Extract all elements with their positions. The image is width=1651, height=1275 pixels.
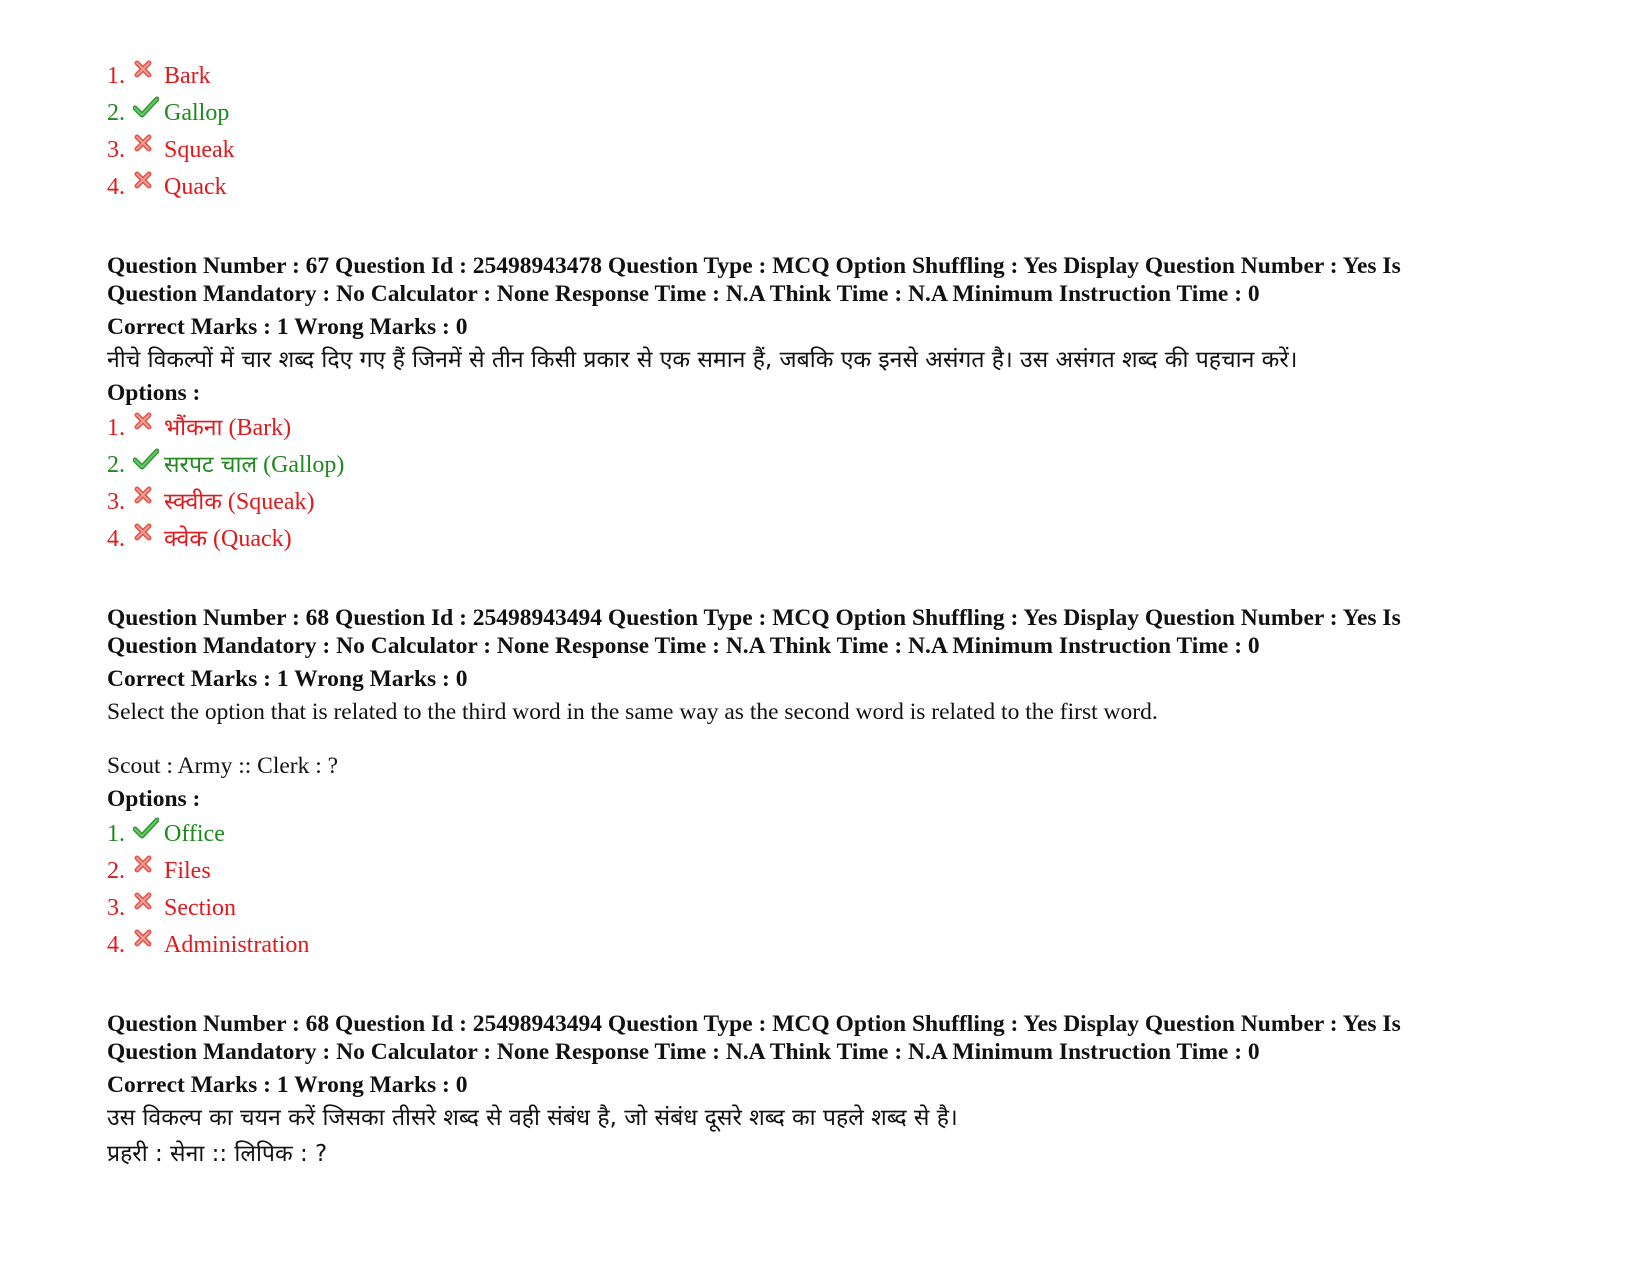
cross-icon bbox=[133, 854, 164, 878]
question-header-line: Question Number : 68 Question Id : 25498943494 Question Type : MCQ Option Shuffling : Yes Display Question Number : Yes Is bbox=[107, 605, 1401, 631]
analogy-text: Scout : Army :: Clerk : ? bbox=[107, 753, 339, 779]
question-header-line: Question Number : 67 Question Id : 25498943478 Question Type : MCQ Option Shuffling : Yes Display Question Number : Yes Is bbox=[107, 253, 1401, 279]
cross-icon bbox=[133, 928, 164, 952]
check-icon bbox=[133, 96, 164, 120]
question-header-line: Question Mandatory : No Calculator : None Response Time : N.A Think Time : N.A Minimum Instruction Time : 0 bbox=[107, 1039, 1260, 1065]
cross-icon bbox=[133, 411, 164, 435]
option-text: Quack bbox=[164, 174, 227, 200]
option-row bbox=[107, 484, 1567, 521]
check-icon bbox=[133, 817, 164, 841]
question-text: Select the option that is related to the third word in the same way as the second word is related to the first word. bbox=[107, 699, 1158, 725]
cross-icon bbox=[133, 522, 164, 546]
options-label: Options : bbox=[107, 786, 201, 812]
question-header-line: Question Mandatory : No Calculator : None Response Time : N.A Think Time : N.A Minimum Instruction Time : 0 bbox=[107, 633, 1260, 659]
option-number: 2. bbox=[107, 452, 125, 478]
option-number: 3. bbox=[107, 895, 125, 921]
question-header bbox=[107, 1010, 1567, 1066]
answer-key-page bbox=[107, 58, 1567, 1172]
question-marks: Correct Marks : 1 Wrong Marks : 0 bbox=[107, 314, 468, 340]
question-text: उस विकल्प का चयन करें जिसका तीसरे शब्द से वही संबंध है, जो संबंध दूसरे शब्द का पहले शब्द से है। bbox=[107, 1105, 958, 1131]
question-block-67 bbox=[107, 252, 1567, 558]
option-row bbox=[107, 58, 1567, 95]
option-number: 1. bbox=[107, 821, 125, 847]
question-block-68-hindi bbox=[107, 1010, 1567, 1172]
question-header bbox=[107, 604, 1567, 660]
option-text-hindi: क्वेक bbox=[164, 526, 207, 552]
option-number: 1. bbox=[107, 63, 125, 89]
question-header-line: Question Number : 68 Question Id : 25498943494 Question Type : MCQ Option Shuffling : Yes Display Question Number : Yes Is bbox=[107, 1011, 1401, 1037]
option-number: 2. bbox=[107, 858, 125, 884]
option-row bbox=[107, 95, 1567, 132]
q66-options-list bbox=[107, 58, 1567, 206]
option-number: 1. bbox=[107, 415, 125, 441]
option-text: Gallop bbox=[164, 100, 230, 126]
option-number: 3. bbox=[107, 137, 125, 163]
cross-icon bbox=[133, 891, 164, 915]
options-label: Options : bbox=[107, 380, 201, 406]
option-row bbox=[107, 927, 1567, 964]
option-row bbox=[107, 132, 1567, 169]
option-text-hindi: स्क्वीक bbox=[164, 489, 222, 515]
option-text: Squeak bbox=[164, 137, 235, 163]
option-text-hindi: सरपट चाल bbox=[164, 452, 258, 478]
option-row bbox=[107, 410, 1567, 447]
cross-icon bbox=[133, 170, 164, 194]
option-number: 4. bbox=[107, 174, 125, 200]
option-row bbox=[107, 521, 1567, 558]
option-text: Files bbox=[164, 858, 211, 884]
option-number: 4. bbox=[107, 526, 125, 552]
question-header bbox=[107, 252, 1567, 308]
cross-icon bbox=[133, 133, 164, 157]
question-header-line: Question Mandatory : No Calculator : None Response Time : N.A Think Time : N.A Minimum Instruction Time : 0 bbox=[107, 281, 1260, 307]
check-icon bbox=[133, 448, 164, 472]
option-row bbox=[107, 447, 1567, 484]
cross-icon bbox=[133, 485, 164, 509]
option-number: 4. bbox=[107, 932, 125, 958]
question-marks: Correct Marks : 1 Wrong Marks : 0 bbox=[107, 666, 468, 692]
question-text: नीचे विकल्पों में चार शब्द दिए गए हैं जिनमें से तीन किसी प्रकार से एक समान हैं, जबकि एक इनसे असंगत है। उस असंगत शब्द की पहचान करें। bbox=[107, 347, 1298, 373]
option-text-english: (Gallop) bbox=[263, 452, 345, 478]
option-text: Bark bbox=[164, 63, 211, 89]
option-text-english: (Bark) bbox=[228, 415, 292, 441]
option-text-english: (Quack) bbox=[213, 526, 292, 552]
option-row bbox=[107, 890, 1567, 927]
option-number: 3. bbox=[107, 489, 125, 515]
option-text: Administration bbox=[164, 932, 310, 958]
option-row bbox=[107, 853, 1567, 890]
option-row bbox=[107, 816, 1567, 853]
question-marks: Correct Marks : 1 Wrong Marks : 0 bbox=[107, 1072, 468, 1098]
cross-icon bbox=[133, 59, 164, 83]
option-text: Section bbox=[164, 895, 236, 921]
question-block-68-english bbox=[107, 604, 1567, 964]
option-text: Office bbox=[164, 821, 225, 847]
option-number: 2. bbox=[107, 100, 125, 126]
analogy-text: प्रहरी : सेना :: लिपिक : ? bbox=[107, 1141, 328, 1167]
option-text-english: (Squeak) bbox=[227, 489, 315, 515]
option-row bbox=[107, 169, 1567, 206]
option-text-hindi: भौंकना bbox=[164, 415, 223, 441]
